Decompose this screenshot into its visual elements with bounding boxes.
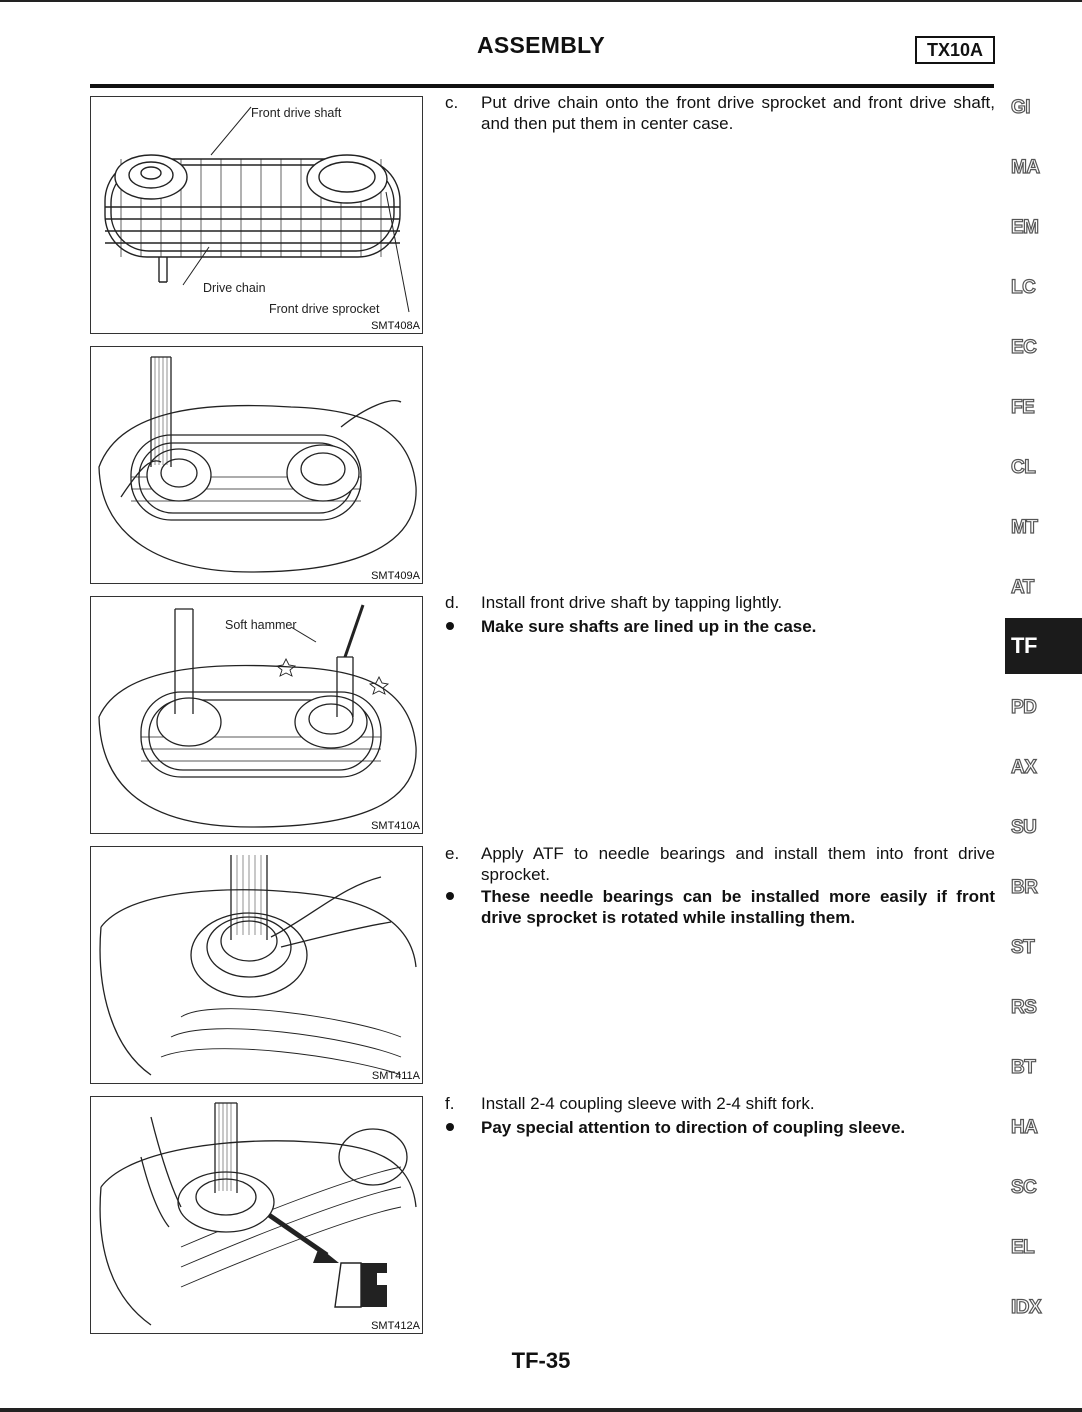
bullet-icon bbox=[446, 622, 454, 630]
bottom-border bbox=[0, 1408, 1082, 1412]
figure-code: SMT409A bbox=[371, 570, 420, 582]
figure-code: SMT412A bbox=[371, 1320, 420, 1332]
tab-bt[interactable]: BT bbox=[1011, 1057, 1036, 1078]
tab-su[interactable]: SU bbox=[1011, 817, 1037, 838]
tab-idx[interactable]: IDX bbox=[1011, 1297, 1042, 1318]
tab-rs[interactable]: RS bbox=[1011, 997, 1037, 1018]
step-note: Pay special attention to direction of coupling sleeve. bbox=[481, 1118, 906, 1137]
step-text: Put drive chain onto the front drive sprocket and front drive shaft, and then put them in center case. bbox=[481, 93, 995, 133]
tab-br[interactable]: BR bbox=[1011, 877, 1038, 898]
tab-ma[interactable]: MA bbox=[1011, 157, 1040, 178]
header-rule bbox=[90, 84, 994, 88]
figure-smt411a bbox=[90, 846, 423, 1084]
figure-code: SMT411A bbox=[371, 1070, 420, 1082]
step-c bbox=[445, 92, 995, 134]
step-marker: e. bbox=[445, 844, 460, 863]
step-f bbox=[445, 1093, 995, 1138]
step-e bbox=[445, 843, 995, 928]
tab-ha[interactable]: HA bbox=[1011, 1117, 1038, 1138]
page-number: TF-35 bbox=[511, 1348, 571, 1373]
soft-hammer-illustration bbox=[91, 597, 422, 833]
figure-code: SMT408A bbox=[371, 320, 420, 332]
coupling-sleeve-illustration bbox=[91, 1097, 422, 1333]
figure-smt412a bbox=[90, 1096, 423, 1334]
figure-smt409a bbox=[90, 346, 423, 584]
label-front-drive-sprocket: Front drive sprocket bbox=[269, 302, 380, 316]
top-border bbox=[0, 0, 1082, 2]
step-note: These needle bearings can be installed more easily if front drive sprocket is rotated while installing them. bbox=[481, 887, 995, 927]
center-case-illustration bbox=[91, 347, 422, 583]
tab-gi[interactable]: GI bbox=[1011, 97, 1031, 118]
step-note: Make sure shafts are lined up in the case. bbox=[481, 617, 817, 636]
step-text: Apply ATF to needle bearings and install them into front drive sprocket. bbox=[481, 844, 995, 884]
step-text: Install 2-4 coupling sleeve with 2-4 shift fork. bbox=[481, 1094, 815, 1113]
page-title: ASSEMBLY bbox=[476, 32, 606, 58]
step-marker: d. bbox=[445, 593, 460, 612]
tab-at[interactable]: AT bbox=[1011, 577, 1034, 598]
label-soft-hammer: Soft hammer bbox=[225, 618, 297, 632]
model-badge: TX10A bbox=[915, 36, 995, 64]
tab-ec[interactable]: EC bbox=[1011, 337, 1037, 358]
label-front-drive-shaft: Front drive shaft bbox=[251, 106, 342, 120]
step-marker: f. bbox=[445, 1094, 455, 1113]
step-marker: c. bbox=[445, 93, 459, 112]
tab-cl[interactable]: CL bbox=[1011, 457, 1036, 478]
step-d bbox=[445, 592, 995, 637]
step-text: Install front drive shaft by tapping lightly. bbox=[481, 593, 783, 612]
tab-st[interactable]: ST bbox=[1011, 937, 1035, 958]
tab-el[interactable]: EL bbox=[1011, 1237, 1035, 1258]
label-drive-chain: Drive chain bbox=[203, 281, 266, 295]
figure-code: SMT410A bbox=[371, 820, 420, 832]
needle-bearing-illustration bbox=[91, 847, 422, 1083]
tab-ax[interactable]: AX bbox=[1011, 757, 1037, 778]
tab-sc[interactable]: SC bbox=[1011, 1177, 1037, 1198]
tab-em[interactable]: EM bbox=[1011, 217, 1039, 238]
bullet-icon bbox=[446, 1123, 454, 1131]
tab-tf[interactable]: TF bbox=[1005, 618, 1082, 674]
figure-smt410a bbox=[90, 596, 423, 834]
drive-chain-illustration bbox=[91, 97, 422, 333]
figure-smt408a bbox=[90, 96, 423, 334]
tab-mt[interactable]: MT bbox=[1011, 517, 1038, 538]
tab-lc[interactable]: LC bbox=[1011, 277, 1036, 298]
bullet-icon bbox=[446, 892, 454, 900]
tab-fe[interactable]: FE bbox=[1011, 397, 1035, 418]
tab-pd[interactable]: PD bbox=[1011, 697, 1037, 718]
